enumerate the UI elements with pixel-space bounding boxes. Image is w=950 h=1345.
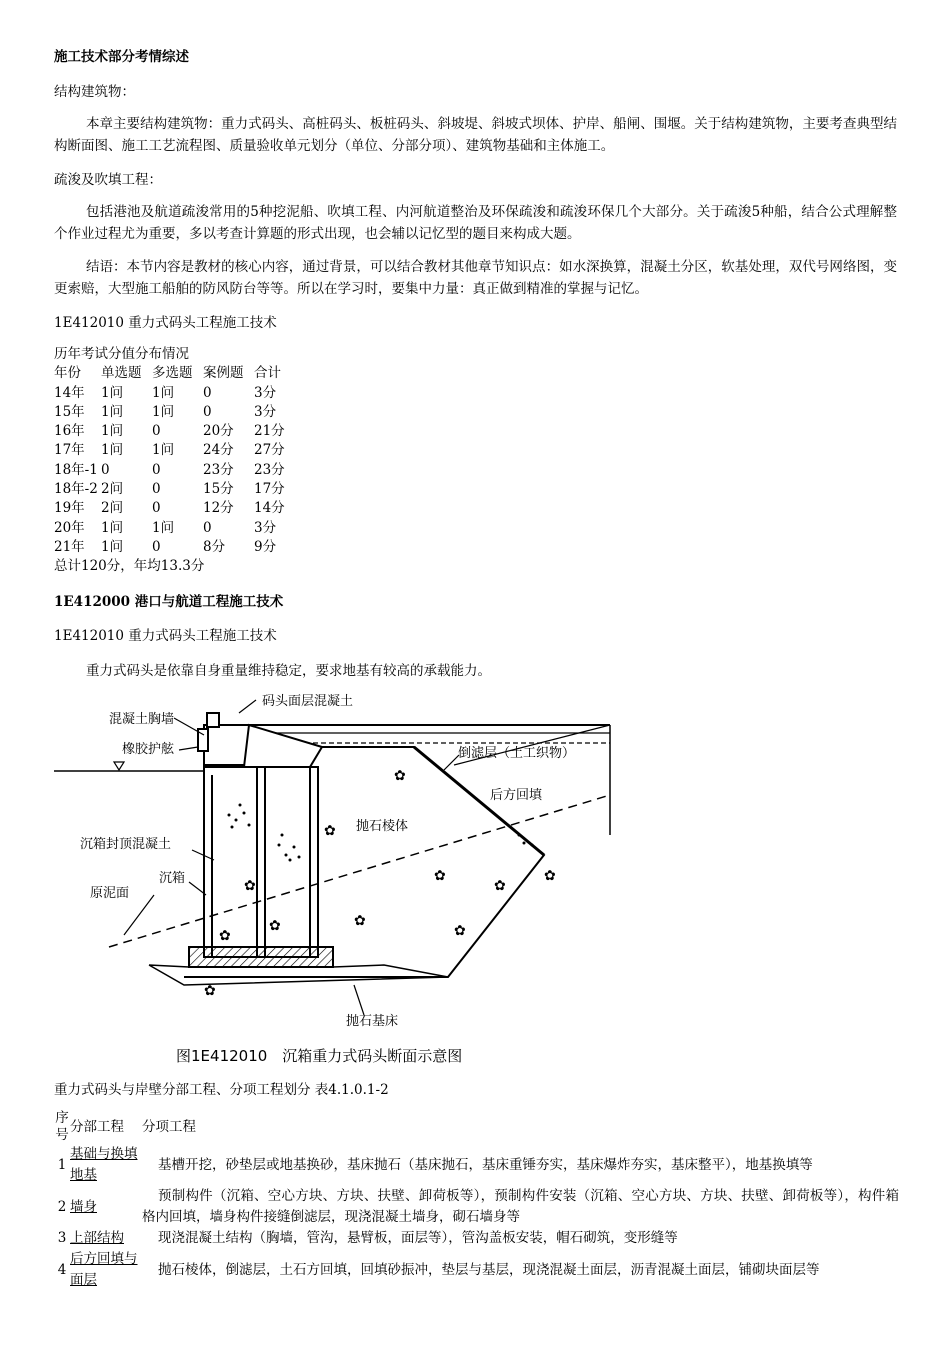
division-table-header bbox=[54, 1110, 899, 1144]
stats-header-case: 案例题 bbox=[203, 365, 244, 382]
division-name-link[interactable]: 基础与换填地基 bbox=[70, 1146, 138, 1183]
stats-cell: 1问 bbox=[101, 403, 124, 420]
stats-cell: 0 bbox=[152, 481, 161, 498]
rubble-stone: ✿ bbox=[204, 983, 216, 999]
structures-paragraph: 本章主要结构建筑物：重力式码头、高桩码头、板桩码头、斜坡堤、斜坡式坝体、护岸、船闸、围堰。关于结构建筑物，主要考查典型结构断面图、施工工艺流程图、质量验收单元划分（单位、分部分项）、建筑物基础和主体施工。 bbox=[54, 116, 897, 154]
rubble-stone: ✿ bbox=[269, 918, 281, 934]
rubble-stone: ✿ bbox=[244, 878, 256, 894]
score-stats bbox=[54, 345, 294, 577]
label-caisson: 沉箱 bbox=[159, 871, 186, 886]
rubble-stone: ✿ bbox=[544, 868, 556, 884]
dredging-heading: 疏浚及吹填工程： bbox=[54, 172, 162, 188]
stats-cell: 21分 bbox=[254, 423, 285, 440]
stats-cell: 1问 bbox=[152, 403, 175, 420]
division-items: 抛石棱体，倒滤层，土石方回填，回填砂振冲，垫层与基层，现浇混凝土面层，沥青混凝土面层，铺砌块面层等 bbox=[158, 1261, 820, 1278]
division-name-link[interactable]: 后方回填与面层 bbox=[70, 1251, 138, 1288]
stats-cell: 16年 bbox=[54, 423, 85, 440]
stats-cell: 3分 bbox=[254, 519, 277, 536]
stats-header-row bbox=[54, 364, 294, 383]
stats-cell: 15年 bbox=[54, 403, 85, 420]
stats-cell: 23分 bbox=[254, 461, 285, 478]
rubble-stone: ✿ bbox=[434, 868, 446, 884]
stats-row bbox=[54, 403, 294, 422]
rubble-stone: ✿ bbox=[354, 913, 366, 929]
stats-cell: 19年 bbox=[54, 500, 85, 517]
stats-cell: 24分 bbox=[203, 442, 234, 459]
dredging-paragraph: 包括港池及航道疏浚常用的5种挖泥船、吹填工程、内河航道整治及环保疏浚和疏浚环保几个大部分。关于疏浚5种船，结合公式理解整个作业过程尤为重要，多以考查计算题的形式出现，也会辅以记忆型的题目来构成大题。 bbox=[54, 204, 897, 242]
stats-cell: 0 bbox=[203, 384, 212, 401]
label-breast-wall: 混凝土胸墙 bbox=[109, 712, 175, 727]
stats-cell: 8分 bbox=[203, 538, 226, 555]
stats-cell: 0 bbox=[203, 519, 212, 536]
row-number: 3 bbox=[57, 1230, 67, 1246]
stats-cell: 3分 bbox=[254, 384, 277, 401]
stats-cell: 1问 bbox=[101, 519, 124, 536]
stats-cell: 1问 bbox=[152, 384, 175, 401]
rubble-stone: ✿ bbox=[219, 928, 231, 944]
stats-cell: 0 bbox=[152, 500, 161, 517]
header-division: 分部工程 bbox=[70, 1118, 124, 1135]
stats-title: 历年考试分值分布情况 bbox=[54, 346, 189, 362]
section1-title: 1E412010 重力式码头工程施工技术 bbox=[54, 315, 277, 331]
rubble-stone: ✿ bbox=[324, 823, 336, 839]
caisson-cap bbox=[244, 725, 322, 767]
stats-header-year: 年份 bbox=[54, 365, 81, 382]
stats-cell: 27分 bbox=[254, 442, 285, 459]
stats-cell: 1问 bbox=[101, 423, 124, 440]
division-row bbox=[54, 1144, 899, 1186]
section2-title: 1E412010 重力式码头工程施工技术 bbox=[54, 628, 277, 644]
stats-row bbox=[54, 519, 294, 538]
stats-cell: 17分 bbox=[254, 481, 285, 498]
row-number: 4 bbox=[57, 1261, 67, 1278]
stats-header-multi: 多选题 bbox=[152, 365, 193, 382]
stats-cell: 3分 bbox=[254, 403, 277, 420]
stats-header-total: 合计 bbox=[254, 365, 281, 382]
section2-intro: 重力式码头是依靠自身重量维持稳定，要求地基有较高的承载能力。 bbox=[86, 663, 491, 679]
stats-total: 总计120分，年均13.3分 bbox=[54, 558, 205, 575]
stats-row bbox=[54, 480, 294, 499]
stats-cell: 20分 bbox=[203, 423, 234, 440]
stats-cell: 21年 bbox=[54, 538, 85, 555]
header-no: 序号 bbox=[55, 1110, 69, 1143]
stats-cell: 1问 bbox=[152, 442, 175, 459]
division-row bbox=[54, 1249, 899, 1291]
stats-cell: 14分 bbox=[254, 500, 285, 517]
division-items: 预制构件（沉箱、空心方块、方块、扶壁、卸荷板等），预制构件安装（沉箱、空心方块、方块、扶壁、卸荷板等），构件箱格内回填，墙身构件接缝倒滤层，现浇混凝土墙身，砌石墙身等 bbox=[142, 1188, 899, 1225]
stats-cell: 1问 bbox=[101, 442, 124, 459]
stats-cell: 2问 bbox=[101, 481, 124, 498]
stats-row bbox=[54, 538, 294, 557]
stats-cell: 14年 bbox=[54, 384, 85, 401]
stats-row bbox=[54, 441, 294, 460]
stats-cell: 1问 bbox=[101, 384, 124, 401]
conclusion-paragraph: 结语：本节内容是教材的核心内容，通过背景，可以结合教材其他章节知识点：如水深换算，混凝土分区，软基处理，双代号网络图，变更索赔，大型施工船舶的防风防台等等。所以在学习时，要集中力量：真正做到精准的掌握与记忆。 bbox=[54, 259, 897, 297]
stats-cell: 0 bbox=[152, 423, 161, 440]
division-items: 现浇混凝土结构（胸墙，管沟，悬臂板，面层等），管沟盖板安装，帽石砌筑，变形缝等 bbox=[158, 1230, 678, 1246]
stats-cell: 18年-1 bbox=[54, 461, 98, 478]
stats-row bbox=[54, 422, 294, 441]
header-items: 分项工程 bbox=[142, 1118, 196, 1135]
stats-cell: 0 bbox=[203, 403, 212, 420]
caisson-base bbox=[189, 947, 333, 967]
stats-header-single: 单选题 bbox=[101, 365, 142, 382]
water-level-icon bbox=[114, 762, 124, 770]
bollard bbox=[207, 713, 219, 727]
chapter-title: 1E412000 港口与航道工程施工技术 bbox=[54, 594, 284, 610]
stats-cell: 2问 bbox=[101, 500, 124, 517]
label-original-mud: 原泥面 bbox=[90, 886, 130, 901]
stats-cell: 20年 bbox=[54, 519, 85, 536]
breast-wall bbox=[204, 725, 249, 765]
stats-cell: 9分 bbox=[254, 538, 277, 555]
label-rubble-prism: 抛石棱体 bbox=[356, 819, 409, 834]
stats-cell: 1问 bbox=[152, 519, 175, 536]
stats-cell: 0 bbox=[152, 538, 161, 555]
division-row bbox=[54, 1228, 899, 1249]
table-title: 重力式码头与岸壁分部工程、分项工程划分 表4.1.0.1-2 bbox=[54, 1082, 389, 1098]
stats-cell: 12分 bbox=[203, 500, 234, 517]
page-title: 施工技术部分考情综述 bbox=[54, 49, 189, 65]
label-surface-concrete: 码头面层混凝土 bbox=[262, 694, 354, 709]
stats-row bbox=[54, 384, 294, 403]
rubble-stone: ✿ bbox=[394, 768, 406, 784]
stats-row bbox=[54, 461, 294, 480]
division-name-link[interactable]: 墙身 bbox=[70, 1198, 97, 1215]
stats-row bbox=[54, 499, 294, 518]
figure-caption: 图1E412010 沉箱重力式码头断面示意图 bbox=[176, 1047, 463, 1065]
division-row bbox=[54, 1186, 899, 1228]
label-filter: 倒滤层（土工织物） bbox=[458, 746, 576, 761]
row-number: 1 bbox=[57, 1156, 67, 1173]
label-caisson-top: 沉箱封顶混凝土 bbox=[80, 837, 172, 852]
row-number: 2 bbox=[57, 1198, 67, 1215]
structures-heading: 结构建筑物： bbox=[54, 84, 135, 100]
stats-cell: 18年-2 bbox=[54, 481, 98, 498]
label-fender: 橡胶护舷 bbox=[122, 742, 175, 757]
label-rubble-bed: 抛石基床 bbox=[346, 1014, 399, 1029]
stats-cell: 23分 bbox=[203, 461, 234, 478]
stats-cell: 1问 bbox=[101, 538, 124, 555]
stats-cell: 0 bbox=[101, 461, 110, 478]
label-backfill: 后方回填 bbox=[490, 788, 543, 803]
rubble-stone: ✿ bbox=[494, 878, 506, 894]
division-table bbox=[54, 1110, 899, 1291]
stats-cell: 0 bbox=[152, 461, 161, 478]
division-name-link[interactable]: 上部结构 bbox=[70, 1230, 124, 1246]
division-items: 基槽开挖，砂垫层或地基换砂，基床抛石（基床抛石，基床重锤夯实，基床爆炸夯实，基床整平），地基换填等 bbox=[158, 1156, 813, 1173]
rubble-stone: ✿ bbox=[454, 923, 466, 939]
stats-cell: 15分 bbox=[203, 481, 234, 498]
caisson-section-diagram bbox=[54, 685, 614, 1070]
stats-cell: 17年 bbox=[54, 442, 85, 459]
